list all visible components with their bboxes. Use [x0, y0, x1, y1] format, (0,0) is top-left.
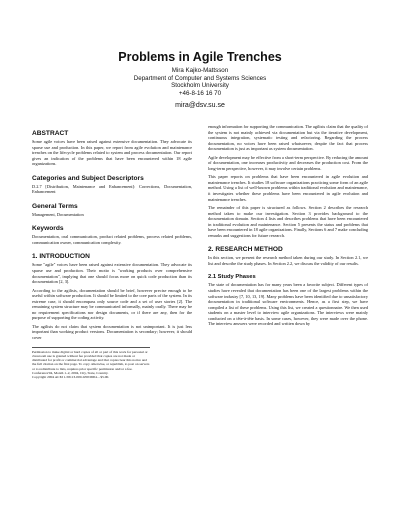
copyright-line: Copyright 2004 ACM 1-58113-000-0/00/0004…$5.00. — [32, 375, 110, 380]
introduction-paragraph: According to the agilists, documentation should be brief, however precise enough to be useful within software production. It should be limited to the core parts of the system. In its extreme case, it should encompass only source code and a set of user stories [2]. The remaining system structure may be communicated informally, mainly orally. There may be no requirement specifications nor design documents, or if there are any, then for the purpose of supporting the coding activity. — [32, 287, 192, 321]
general-terms-text: Management, Documentation — [32, 211, 84, 217]
conference-line: Conference'04, Month 1–2, 2004, City, State, Country. — [32, 371, 109, 376]
body-paragraph: Agile development may be effective from a short-term perspective. By reducing the amount of documentation, one increases productivity and decreases the production cost. From the long-term perspective, however, it may involve certain problems. — [208, 154, 368, 171]
body-paragraph: enough information for supporting the communication. The agilists claim that the quality of the system is not mainly achieved via documentation but via the iterative development, continuous integration, systematic testing and refactoring. Regarding the process documentation, no voices have been raised whatsoever, despite the fact that process documentation is just as important as system documentation. — [208, 124, 368, 152]
author-university: Stockholm University — [171, 82, 229, 90]
keywords-heading: Keywords — [32, 225, 64, 233]
copyright-footnote — [32, 347, 150, 380]
introduction-heading: 1. INTRODUCTION — [32, 253, 90, 261]
body-paragraph: The remainder of this paper is structured as follows. Section 2 describes the research method taken to make our investigation. Section 3 provides background to the documentation domain. Section 4 lists and describes problems that have been encountered in traditional evolution and maintenance. Section 5 presents the status and problems that have been encountered in 18 agile organizations. Finally, Sections 6 and 7 make concluding remarks and suggestions for future research. — [208, 205, 368, 238]
research-method-text: In this section, we present the research method taken during our study. In Section 2.1, we list and describe the study phases. In Section 2.2, we discuss the validity of our results. — [208, 255, 368, 266]
body-paragraph: This paper reports on problems that have been encountered in agile evolution and maintenance trenches. It studies 18 software organizations practicing some form of an agile method. Using a list of well-known problems within traditional evolution and maintenance, it investigates whether these problems have been encountered in agile evolution and maintenance trenches. — [208, 174, 368, 202]
author-email: mira@dsv.su.se — [175, 102, 225, 110]
author-phone: +46-8-16 16 70 — [178, 89, 222, 97]
study-phases-text: The state of documentation has for many years been a favorite subject. Different types of studies have revealed that documentation has been one of the largest problems within the software industry [7, 10, 13, 19]. Many problems have been identified due to unsatisfactory documentation in traditional software environments. Hence, as a first step, we have compiled a list of these problems. Using this list, we created a questionnaire. We then used students on a master level to interview agile organizations. The interviews were mainly conducted on a tête-à-tête basis. In some cases, however, they were made over the phone. The interview answers were recorded and written down by — [208, 282, 368, 327]
author-name: Mira Kajko-Mattsson — [171, 67, 229, 74]
paper-title: Problems in Agile Trenches — [118, 50, 282, 64]
introduction-paragraph: The agilists do not claim that system documentation is not unimportant. It is just less important than working product versions. Documentation is secondary; however, it should cover — [32, 323, 192, 341]
keywords-text: Documentation, oral communication, product related problems, process related problems, communication owner, communication complexity. — [32, 234, 192, 245]
research-method-heading: 2. RESEARCH METHOD — [208, 246, 283, 254]
study-phases-heading: 2.1 Study Phases — [208, 274, 256, 281]
paper-header — [0, 50, 400, 110]
left-column — [32, 124, 192, 380]
categories-text: D.2.7 [Distribution, Maintenance and Enhancement]: Corrections, Documentation, Enhancement — [32, 183, 192, 195]
categories-heading: Categories and Subject Descriptors — [32, 174, 144, 182]
introduction-paragraph: Some "agile" voices have been raised against extensive documentation. They advocate its sparse use and production. Their motto is "working products over comprehensive documentation", implying that one should focus more on quick code production than its documentation [2, 3]. — [32, 262, 192, 285]
right-column — [208, 124, 368, 330]
author-affiliation: Department of Computer and Systems Sciences — [133, 74, 267, 82]
abstract-text: Some agile voices have been raised against extensive documentation. They advocate its sparse use and production. In this paper, we report from agile evolution and maintenance trenches on the lifecycle problems related to system and process documentation. Our report gives an indication of the problems that have been encountered within 18 agile organizations. — [32, 139, 192, 167]
general-terms-heading: General Terms — [32, 202, 78, 210]
abstract-heading: ABSTRACT — [32, 130, 69, 137]
permission-notice: Permission to make digital or hard copies of all or part of this work for personal or classroom use is granted without fee provided that copies are not made or distributed for profit or commercial advantage and that copies bear this notice and the full citation on the first page. To copy otherwise, or republish, to post on servers or to redistribute to lists, requires prior specific permission and/or a fee. — [32, 349, 150, 371]
